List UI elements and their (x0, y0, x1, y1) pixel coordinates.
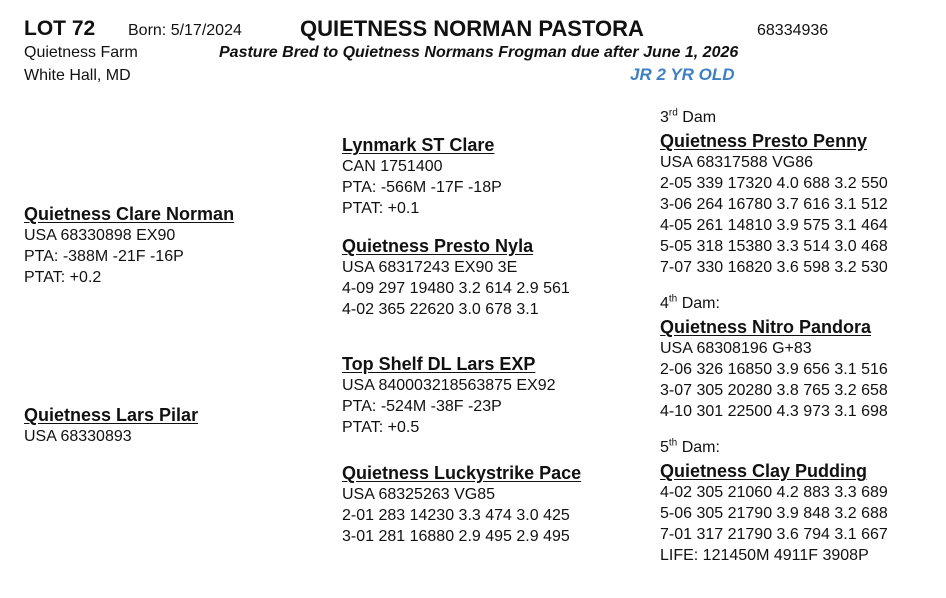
dam-name: Quietness Lars Pilar (24, 405, 199, 425)
third-dam-record: 3-06 264 16780 3.7 616 3.1 512 (660, 196, 888, 213)
third-dam-record: 7-07 330 16820 3.6 598 3.2 530 (660, 259, 888, 276)
maternal-grandsire-block (342, 353, 556, 438)
third-dam-record: 5-05 318 15380 3.3 514 3.0 468 (660, 238, 888, 255)
paternal-granddam-name: Quietness Presto Nyla (342, 236, 534, 256)
sire-name: Quietness Clare Norman (24, 204, 235, 224)
sire-ptat: PTAT: +0.2 (24, 269, 102, 286)
fifth-dam-record: 4-02 305 21060 4.2 883 3.3 689 (660, 484, 888, 501)
sire-pta: PTA: -388M -21F -16P (24, 248, 184, 265)
maternal-granddam-block (342, 462, 581, 547)
third-dam-name: Quietness Presto Penny (660, 131, 868, 151)
dam-registration: USA 68330893 (24, 428, 132, 445)
consignor-location: White Hall, MD (24, 67, 131, 84)
birth-date: Born: 5/17/2024 (128, 22, 242, 39)
fourth-dam-registration: USA 68308196 G+83 (660, 340, 812, 357)
maternal-grandsire-pta: PTA: -524M -38F -23P (342, 398, 502, 415)
paternal-granddam-record: 4-09 297 19480 3.2 614 2.9 561 (342, 280, 570, 297)
paternal-grandsire-pta: PTA: -566M -17F -18P (342, 179, 502, 196)
fourth-dam-record: 3-07 305 20280 3.8 765 3.2 658 (660, 382, 888, 399)
paternal-grandsire-registration: CAN 1751400 (342, 158, 443, 175)
paternal-granddam-registration: USA 68317243 EX90 3E (342, 259, 518, 276)
maternal-granddam-record: 3-01 281 16880 2.9 495 2.9 495 (342, 528, 570, 545)
animal-name-title: QUIETNESS NORMAN PASTORA (300, 16, 644, 41)
fourth-dam-record: 4-10 301 22500 4.3 973 3.1 698 (660, 403, 888, 420)
paternal-granddam-block (342, 235, 570, 320)
third-dam-record: 2-05 339 17320 4.0 688 3.2 550 (660, 175, 888, 192)
fifth-dam-name: Quietness Clay Pudding (660, 461, 868, 481)
maternal-granddam-name: Quietness Luckystrike Pace (342, 463, 582, 483)
sire-registration: USA 68330898 EX90 (24, 227, 176, 244)
third-dam-block (660, 130, 888, 278)
maternal-granddam-registration: USA 68325263 VG85 (342, 486, 496, 503)
maternal-grandsire-ptat: PTAT: +0.5 (342, 419, 420, 436)
fifth-dam-record: 5-06 305 21790 3.9 848 3.2 688 (660, 505, 888, 522)
fourth-dam-label: 4th Dam: (660, 293, 720, 312)
paternal-granddam-record: 4-02 365 22620 3.0 678 3.1 (342, 301, 539, 318)
fourth-dam-record: 2-06 326 16850 3.9 656 3.1 516 (660, 361, 888, 378)
fourth-dam-block (660, 316, 888, 422)
fifth-dam-lifetime: LIFE: 121450M 4911F 3908P (660, 547, 869, 564)
third-dam-registration: USA 68317588 VG86 (660, 154, 814, 171)
paternal-grandsire-ptat: PTAT: +0.1 (342, 200, 420, 217)
third-dam-record: 4-05 261 14810 3.9 575 3.1 464 (660, 217, 888, 234)
fourth-dam-name: Quietness Nitro Pandora (660, 317, 872, 337)
maternal-grandsire-name: Top Shelf DL Lars EXP (342, 354, 536, 374)
breeding-status: Pasture Bred to Quietness Normans Frogman due after June 1, 2026 (219, 44, 739, 61)
maternal-grandsire-registration: USA 840003218563875 EX92 (342, 377, 556, 394)
registration-number: 68334936 (757, 22, 829, 39)
third-dam-label: 3rd Dam (660, 107, 717, 126)
fifth-dam-record: 7-01 317 21790 3.6 794 3.1 667 (660, 526, 888, 543)
fifth-dam-block (660, 460, 888, 566)
maternal-granddam-record: 2-01 283 14230 3.3 474 3.0 425 (342, 507, 570, 524)
paternal-grandsire-name: Lynmark ST Clare (342, 135, 495, 155)
sire-block (24, 203, 234, 288)
fifth-dam-label: 5th Dam: (660, 437, 720, 456)
paternal-grandsire-block (342, 134, 502, 219)
consignor-farm: Quietness Farm (24, 44, 138, 61)
lot-number: LOT 72 (24, 17, 96, 40)
age-class: JR 2 YR OLD (630, 65, 735, 84)
dam-block (24, 404, 198, 447)
